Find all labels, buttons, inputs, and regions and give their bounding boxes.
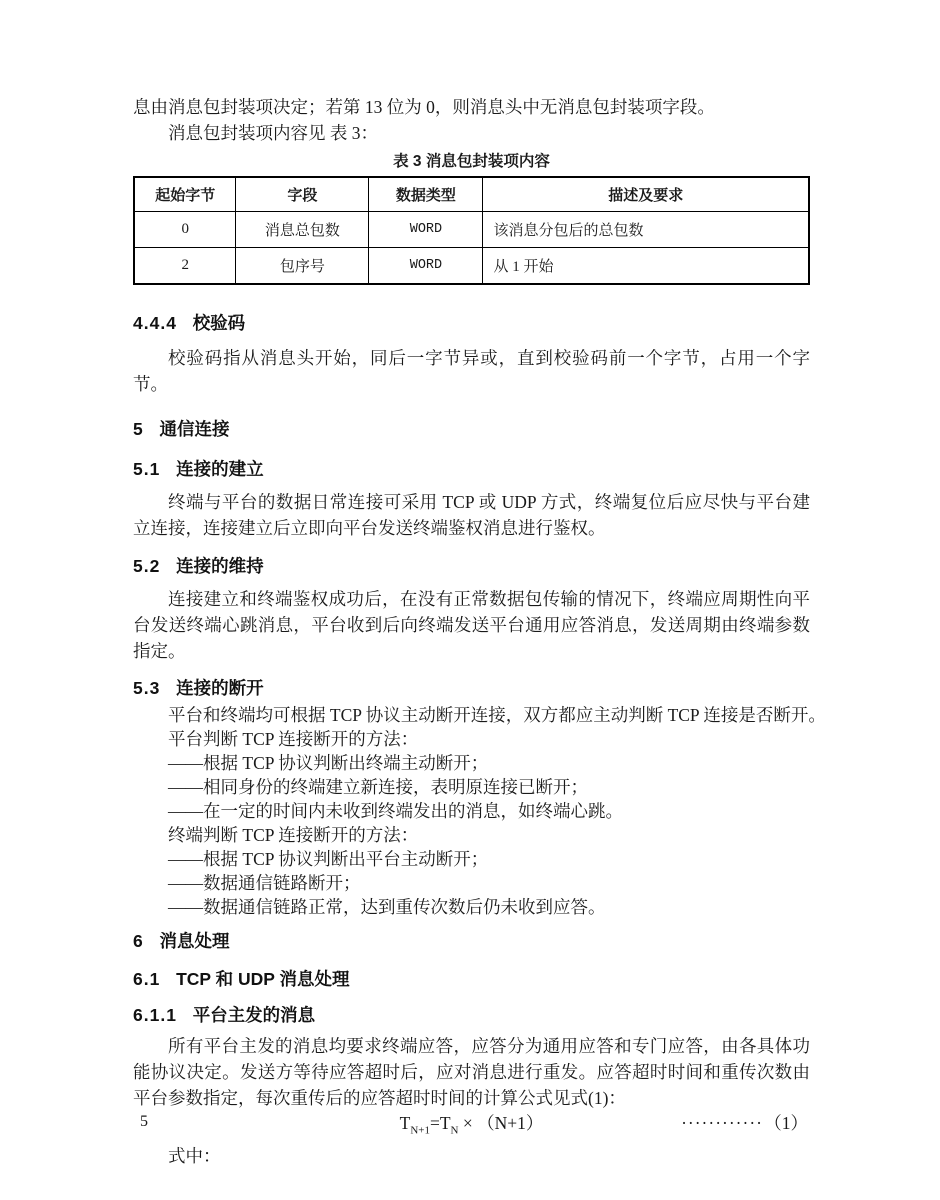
table-header-cell: 起始字节	[134, 177, 236, 212]
heading-number: 5.3	[133, 678, 161, 698]
leader-dots: ············	[681, 1113, 763, 1133]
heading-5-3	[133, 676, 810, 700]
table-cell: 该消息分包后的总包数	[483, 212, 809, 248]
paragraph-6-1-1: 所有平台主发的消息均要求终端应答，应答分为通用应答和专门应答，由各具体功能协议决定。发送方等待应答超时后，应对消息进行重发。应答超时时间和重传次数由平台参数指定，每次重传后的应答超时时间的计算公式见式(1)：	[133, 1036, 810, 1108]
paragraph-4-4-4: 校验码指从消息头开始，同后一字节异或，直到校验码前一个字节，占用一个字节。	[133, 348, 810, 394]
table-cell: 包序号	[236, 248, 369, 285]
heading-5	[133, 417, 810, 441]
table-3	[133, 176, 810, 285]
heading-title: 通信连接	[159, 419, 230, 439]
heading-number: 6	[133, 931, 144, 951]
heading-5-1	[133, 457, 810, 481]
table-header-cell: 数据类型	[369, 177, 483, 212]
paragraph-5-1: 终端与平台的数据日常连接可采用 TCP 或 UDP 方式，终端复位后应尽快与平台建立连接，连接建立后立即向平台发送终端鉴权消息进行鉴权。	[133, 492, 810, 538]
heading-5-2	[133, 554, 810, 578]
list-item: ——根据 TCP 协议判断出平台主动断开；	[168, 849, 489, 869]
page-number: 5	[140, 1113, 148, 1130]
table-cell: 0	[134, 212, 236, 248]
table-cell: 消息总包数	[236, 212, 369, 248]
formula-reference	[681, 1111, 808, 1135]
heading-number: 4.4.4	[133, 313, 177, 333]
table-row	[134, 212, 809, 248]
formula-1-row	[133, 1111, 810, 1143]
list-item: ——在一定的时间内未收到终端发出的消息，如终端心跳。	[168, 801, 623, 821]
heading-4-4-4	[133, 311, 810, 335]
table-header-row	[134, 177, 809, 212]
list-item: ——数据通信链路断开；	[168, 873, 361, 893]
list-item: ——数据通信链路正常，达到重传次数后仍未收到应答。	[168, 897, 606, 917]
heading-title: 连接的断开	[176, 678, 264, 698]
heading-number: 6.1	[133, 969, 161, 989]
paragraph-continuation: 息由消息包封装项决定；若第 13 位为 0，则消息头中无消息包封装项字段。	[133, 97, 715, 117]
formula-expression: $T_{N+1}=T_N \times (N+1)$	[399, 1113, 544, 1137]
heading-title: 连接的维持	[176, 556, 264, 576]
heading-number: 6.1.1	[133, 1005, 177, 1025]
table-header-cell: 描述及要求	[483, 177, 809, 212]
heading-number: 5	[133, 419, 144, 439]
paragraph-where: 式中：	[168, 1145, 221, 1166]
heading-title: 平台主发的消息	[192, 1005, 316, 1025]
list-5-3	[133, 703, 826, 919]
list-item: 终端判断 TCP 连接断开的方法：	[168, 825, 419, 845]
table-cell: 2	[134, 248, 236, 285]
paragraph-table-intro: 消息包封装项内容见 表 3：	[168, 123, 378, 143]
equation-number: （1）	[773, 1113, 808, 1133]
heading-number: 5.2	[133, 556, 161, 576]
paragraph-5-2: 连接建立和终端鉴权成功后，在没有正常数据包传输的情况下，终端应周期性向平台发送终端心跳消息，平台收到后向终端发送平台通用应答消息，发送周期由终端参数指定。	[133, 589, 810, 661]
heading-title: 连接的建立	[176, 459, 264, 479]
heading-title: 消息处理	[159, 931, 230, 951]
heading-number: 5.1	[133, 459, 161, 479]
table-3-caption: 表 3 消息包封装项内容	[393, 153, 550, 170]
table-cell: WORD	[369, 248, 483, 285]
heading-6-1	[133, 967, 810, 991]
table-cell: 从 1 开始	[483, 248, 809, 285]
heading-6	[133, 929, 810, 953]
heading-title: TCP 和 UDP 消息处理	[176, 969, 350, 989]
table-row	[134, 248, 809, 285]
list-item: ——相同身份的终端建立新连接，表明原连接已断开；	[168, 777, 588, 797]
list-item: 平台判断 TCP 连接断开的方法：	[168, 729, 419, 749]
table-header-cell: 字段	[236, 177, 369, 212]
table-cell: WORD	[369, 212, 483, 248]
heading-title: 校验码	[192, 313, 246, 333]
document-page	[133, 0, 826, 1169]
heading-6-1-1	[133, 1003, 810, 1027]
list-item: 平台和终端均可根据 TCP 协议主动断开连接，双方都应主动判断 TCP 连接是否断开。	[168, 705, 826, 725]
list-item: ——根据 TCP 协议判断出终端主动断开；	[168, 753, 489, 773]
